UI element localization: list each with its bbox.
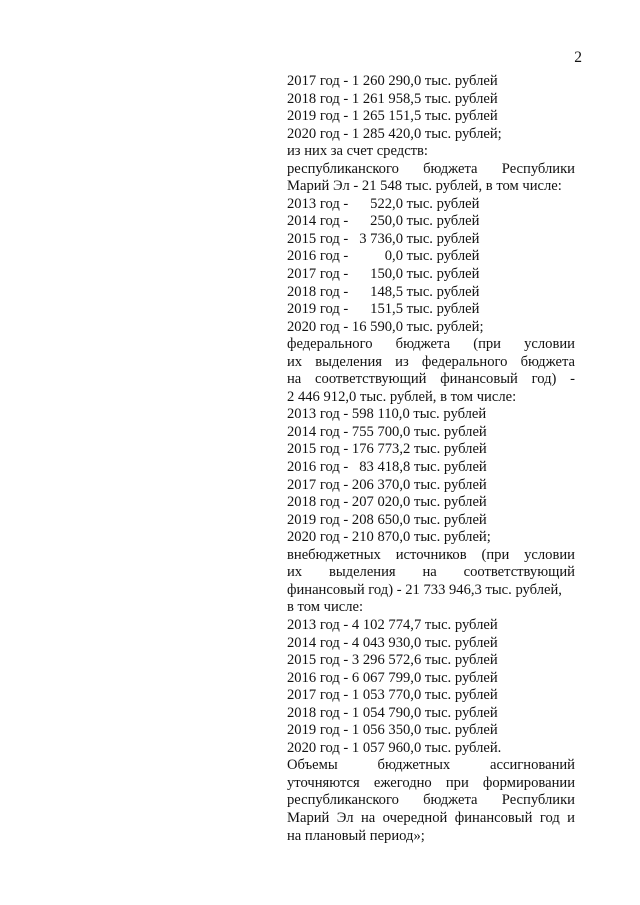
text-line: 2014 год - 4 043 930,0 тыс. рублей	[287, 634, 498, 651]
text-line: 2015 год - 176 773,2 тыс. рублей	[287, 441, 487, 458]
text-line: 2018 год - 1 054 790,0 тыс. рублей	[287, 704, 498, 721]
text-line: 2020 год - 1 057 960,0 тыс. рублей.	[287, 739, 502, 756]
text-line: 2016 год - 6 067 799,0 тыс. рублей	[287, 669, 498, 686]
text-line: 2014 год - 250,0 тыс. рублей	[287, 213, 480, 230]
text-line: Марий Эл - 21 548 тыс. рублей, в том числе:	[287, 178, 562, 195]
text-line: 2014 год - 755 700,0 тыс. рублей	[287, 423, 487, 440]
text-line: 2016 год - 0,0 тыс. рублей	[287, 248, 480, 265]
text-line: 2019 год - 151,5 тыс. рублей	[287, 301, 480, 318]
funding-text-block	[287, 73, 575, 845]
text-line: 2017 год - 150,0 тыс. рублей	[287, 266, 480, 283]
text-line: 2013 год - 522,0 тыс. рублей	[287, 195, 480, 212]
text-line: Марий Эл на очередной финансовый год и	[287, 809, 575, 826]
text-line: 2018 год - 1 261 958,5 тыс. рублей	[287, 90, 498, 107]
page-number: 2	[574, 49, 582, 66]
text-line: федерального бюджета (при условии	[287, 336, 575, 353]
text-line: 2019 год - 1 056 350,0 тыс. рублей	[287, 722, 498, 739]
text-line: 2019 год - 1 265 151,5 тыс. рублей	[287, 108, 498, 125]
text-line: внебюджетных источников (при условии	[287, 546, 575, 563]
text-line: республиканского бюджета Республики	[287, 792, 575, 809]
text-line: 2018 год - 148,5 тыс. рублей	[287, 283, 480, 300]
text-line: 2020 год - 210 870,0 тыс. рублей;	[287, 529, 491, 546]
text-line: 2013 год - 598 110,0 тыс. рублей	[287, 406, 487, 423]
text-line: 2016 год - 83 418,8 тыс. рублей	[287, 459, 487, 476]
text-line: 2019 год - 208 650,0 тыс. рублей	[287, 511, 487, 528]
text-line: 2020 год - 16 590,0 тыс. рублей;	[287, 318, 484, 335]
text-line: на плановый период»;	[287, 827, 425, 844]
text-line: 2 446 912,0 тыс. рублей, в том числе:	[287, 388, 517, 405]
text-line: на соответствующий финансовый год) -	[287, 371, 575, 388]
text-line: финансовый год) - 21 733 946,3 тыс. рублей,	[287, 581, 562, 598]
text-line: 2017 год - 1 053 770,0 тыс. рублей	[287, 687, 498, 704]
text-line: 2015 год - 3 296 572,6 тыс. рублей	[287, 652, 498, 669]
text-line: 2018 год - 207 020,0 тыс. рублей	[287, 494, 487, 511]
text-line: 2017 год - 206 370,0 тыс. рублей	[287, 476, 487, 493]
text-line: республиканского бюджета Республики	[287, 160, 575, 177]
text-line: 2020 год - 1 285 420,0 тыс. рублей;	[287, 125, 502, 142]
text-line: их выделения из федерального бюджета	[287, 353, 575, 370]
text-line: 2013 год - 4 102 774,7 тыс. рублей	[287, 616, 498, 633]
text-line: их выделения на соответствующий	[287, 564, 575, 581]
text-line: в том числе:	[287, 599, 364, 616]
text-line: Объемы бюджетных ассигнований	[287, 757, 575, 774]
text-line: из них за счет средств:	[287, 143, 428, 160]
text-line: 2015 год - 3 736,0 тыс. рублей	[287, 230, 480, 247]
text-line: 2017 год - 1 260 290,0 тыс. рублей	[287, 73, 498, 89]
text-line: уточняются ежегодно при формировании	[287, 774, 575, 791]
